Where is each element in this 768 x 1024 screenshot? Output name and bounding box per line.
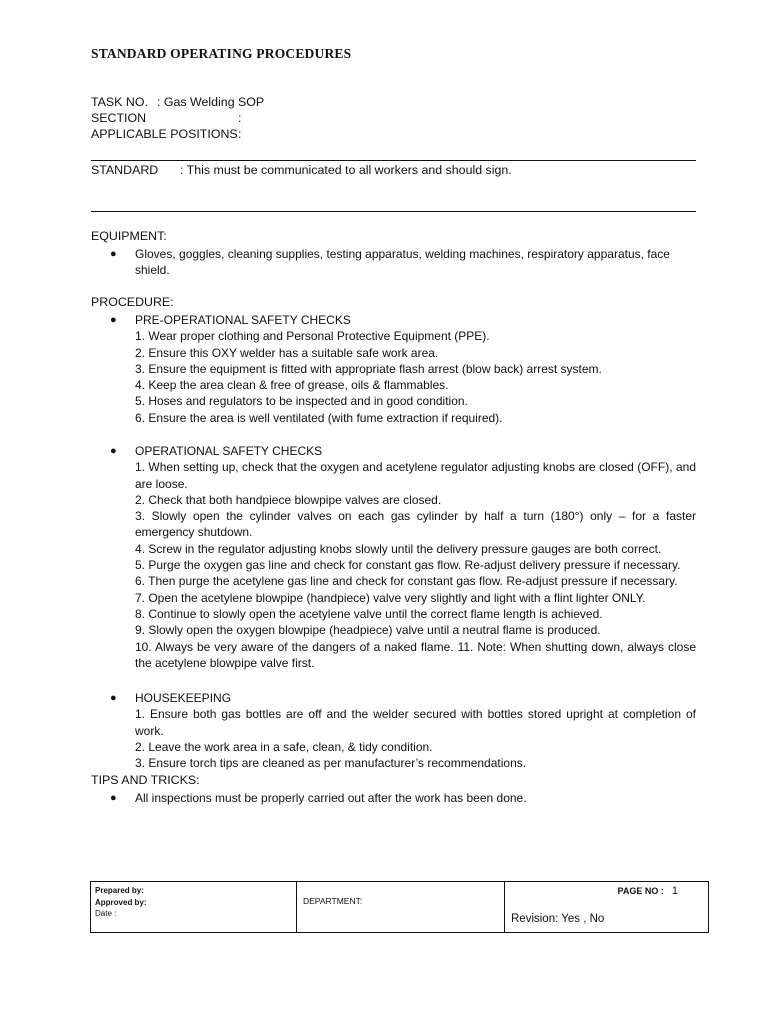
list-item: 3. Ensure the equipment is fitted with appropriate flash arrest (blow back) arrest system.: [135, 361, 602, 376]
list-item: 6. Ensure the area is well ventilated (with fume extraction if required).: [135, 410, 503, 425]
list-item: 1. Ensure both gas bottles are off and the welder secured with bottles stored upright at completion of work.: [135, 707, 696, 738]
approved-by-label: Approved by:: [95, 897, 147, 907]
list-item: 6. Then purge the acetylene gas line and check for constant gas flow. Re-adjust pressure if necessary.: [135, 574, 678, 589]
section-label: SECTION: [91, 111, 147, 125]
operational-bullet: [108, 443, 696, 459]
task-no-row: [91, 94, 264, 110]
procedure-heading: PROCEDURE:: [91, 295, 174, 309]
tips-list: [108, 790, 696, 806]
pre-operational-heading: PRE-OPERATIONAL SAFETY CHECKS: [135, 313, 351, 327]
bullet-icon: ●: [110, 692, 117, 704]
equipment-heading: EQUIPMENT:: [91, 229, 167, 243]
positions-row: [91, 126, 241, 142]
list-item: 8. Continue to slowly open the acetylene valve until the correct flame length is achieved.: [135, 606, 603, 621]
list-item: 4. Screw in the regulator adjusting knobs slowly until the delivery pressure gauges are both correct.: [135, 541, 662, 556]
divider-top: [91, 160, 696, 161]
list-item: 5. Hoses and regulators to be inspected and in good condition.: [135, 394, 468, 409]
list-item: 2. Leave the work area in a safe, clean, & tidy condition.: [135, 739, 433, 754]
bullet-icon: ●: [110, 792, 117, 804]
list-item: 2. Ensure this OXY welder has a suitable safe work area.: [135, 345, 439, 360]
list-item: 3. Ensure torch tips are cleaned as per manufacturer’s recommendations.: [135, 756, 527, 771]
footer-department-cell: [297, 882, 505, 932]
positions-value: :: [238, 127, 242, 141]
footer-page-cell: [505, 882, 708, 932]
operational-items: [108, 459, 696, 671]
footer-table: [90, 881, 709, 933]
pre-operational-section: [108, 312, 696, 426]
footer-signoff-cell: [91, 882, 297, 932]
section-value: :: [238, 111, 242, 125]
list-item: 10. Always be very aware of the dangers of a naked flame. 11. Note: When shutting down, always close the acetylene blowpipe valve first.: [135, 639, 696, 670]
department-label: DEPARTMENT:: [303, 896, 363, 906]
prepared-by-label: Prepared by:: [95, 886, 144, 895]
tips-bullet: [108, 790, 696, 806]
revision-label: Revision: Yes , No: [511, 913, 605, 925]
pre-operational-items: [108, 328, 696, 426]
housekeeping-items: [108, 706, 696, 771]
list-item: 3. Slowly open the cylinder valves on each gas cylinder by half a turn (180°) only – for a faster emergency shutdown.: [135, 509, 696, 540]
tips-text: All inspections must be properly carried out after the work has been done.: [135, 791, 527, 805]
operational-section: [108, 443, 696, 671]
section-row: [91, 110, 241, 126]
list-item: 9. Slowly open the oxygen blowpipe (headpiece) valve until a neutral flame is produced.: [135, 623, 601, 638]
pre-operational-bullet: [108, 312, 696, 328]
page-number-row: [618, 885, 678, 897]
document-title: STANDARD OPERATING PROCEDURES: [91, 46, 352, 61]
standard-row: [91, 162, 512, 178]
task-no-value: : Gas Welding SOP: [157, 95, 265, 109]
equipment-bullet: [108, 246, 696, 279]
equipment-list: [108, 246, 696, 279]
bullet-icon: ●: [110, 248, 117, 260]
list-item: 4. Keep the area clean & free of grease, oils & flammables.: [135, 378, 449, 393]
list-item: 1. When setting up, check that the oxygen and acetylene regulator adjusting knobs are closed (OFF), and are loose.: [135, 460, 696, 491]
housekeeping-heading: HOUSEKEEPING: [135, 691, 232, 705]
list-item: 2. Check that both handpiece blowpipe valves are closed.: [135, 492, 442, 507]
positions-label: APPLICABLE POSITIONS: [91, 127, 238, 141]
housekeeping-bullet: [108, 690, 696, 706]
date-label: Date :: [95, 909, 117, 918]
list-item: 1. Wear proper clothing and Personal Protective Equipment (PPE).: [135, 329, 490, 344]
divider-bottom: [91, 211, 696, 212]
standard-value: : This must be communicated to all workers and should sign.: [180, 163, 512, 177]
bullet-icon: ●: [110, 314, 117, 326]
operational-heading: OPERATIONAL SAFETY CHECKS: [135, 444, 323, 458]
task-no-label: TASK NO.: [91, 95, 148, 109]
housekeeping-section: [108, 690, 696, 771]
page-no-label: PAGE NO :: [617, 886, 664, 896]
tips-heading: TIPS AND TRICKS:: [91, 773, 200, 787]
standard-label: STANDARD: [91, 163, 159, 177]
list-item: 7. Open the acetylene blowpipe (handpiece) valve very slightly and light with a flint lighter ONLY.: [135, 590, 646, 605]
list-item: 5. Purge the oxygen gas line and check for constant gas flow. Re-adjust delivery pressure if necessary.: [135, 558, 681, 573]
equipment-text: Gloves, goggles, cleaning supplies, testing apparatus, welding machines, respiratory apparatus, face shield.: [135, 247, 670, 278]
bullet-icon: ●: [110, 445, 117, 457]
page-number: 1: [671, 885, 678, 897]
